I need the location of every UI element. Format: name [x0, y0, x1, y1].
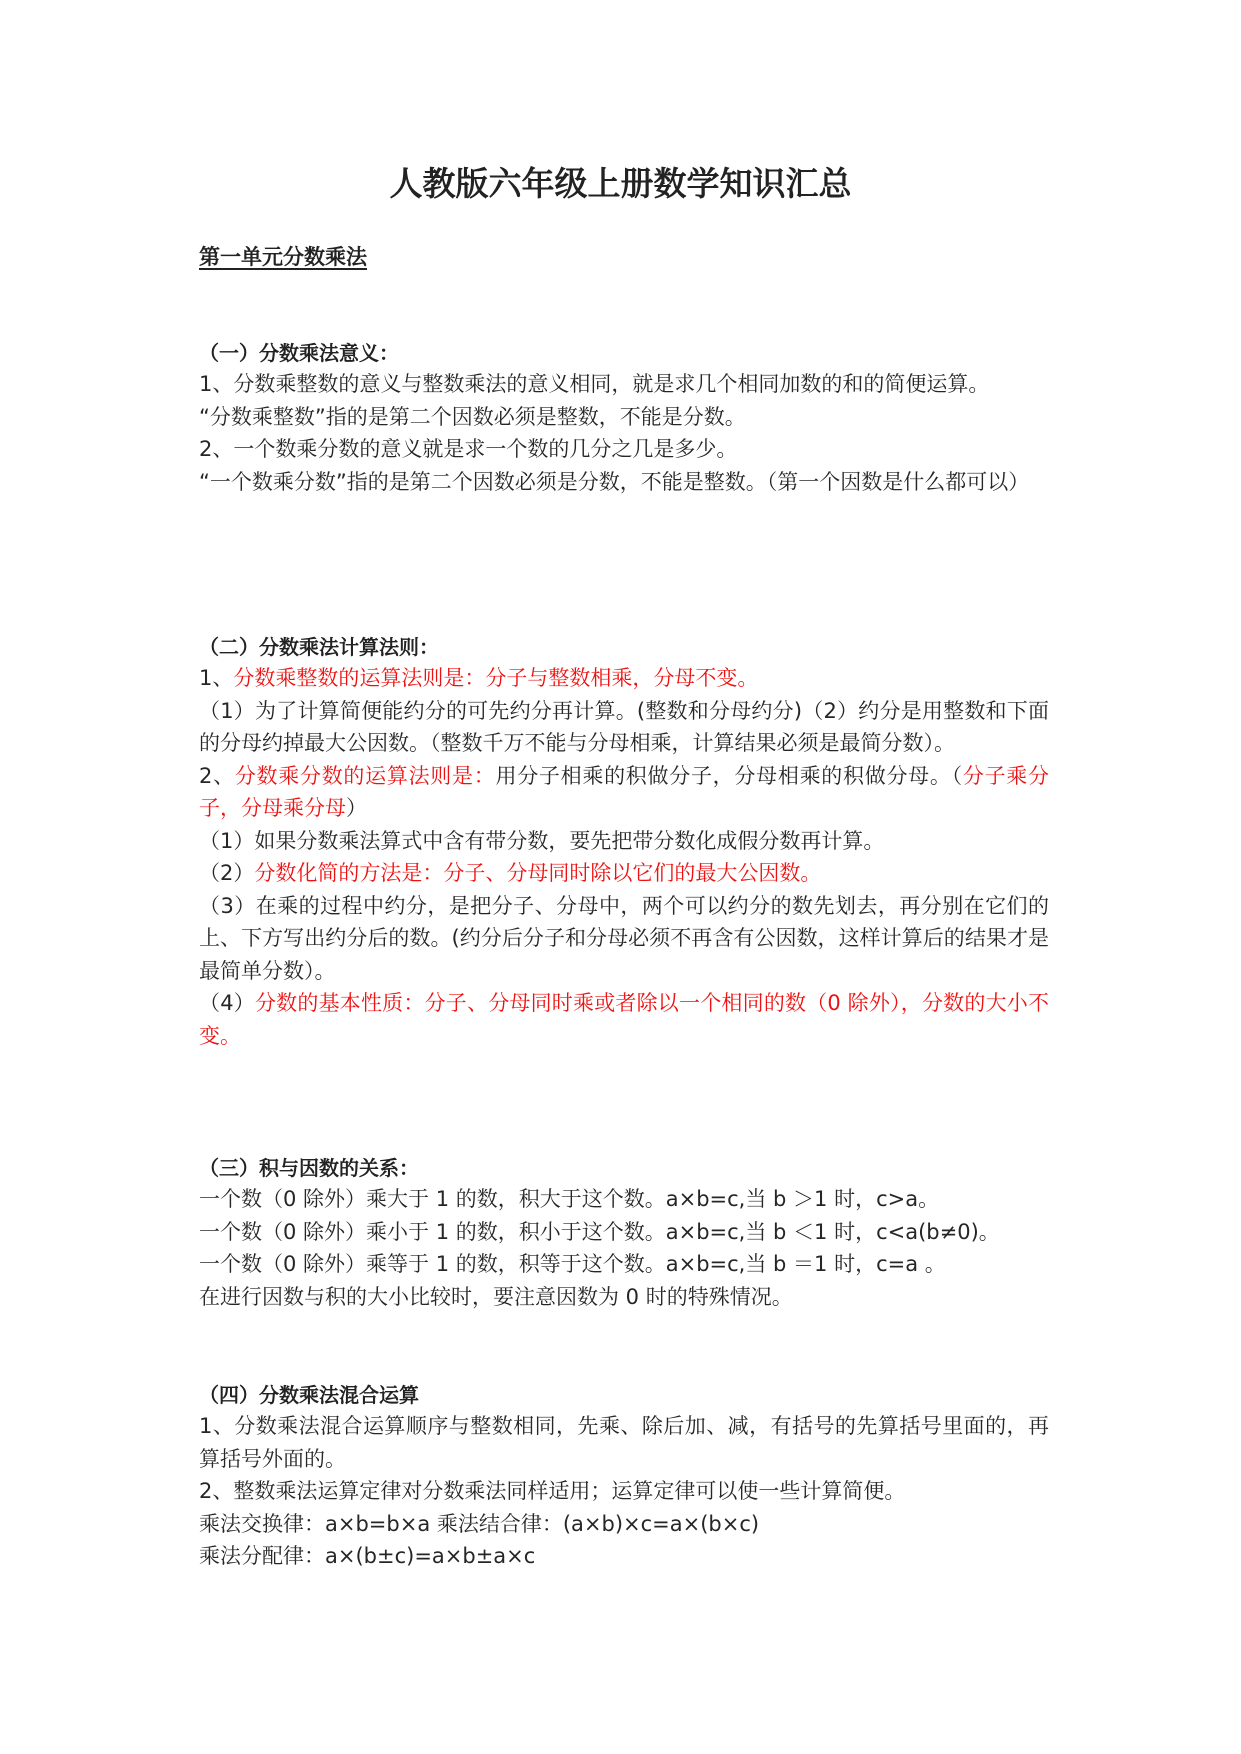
paragraph-number: （2）: [199, 861, 255, 885]
section-meaning: [199, 338, 1049, 498]
unit-heading: 第一单元分数乘法: [199, 245, 367, 269]
paragraph: “一个数乘分数”指的是第二个因数必须是分数，不能是整数。（第一个因数是什么都可以）: [199, 469, 1030, 494]
highlight-text: 分数化简的方法是：分子、分母同时除以它们的最大公因数。: [254, 861, 822, 885]
highlight-text: 分数的基本性质：分子、分母同时乘或者除以一个相同的数（0 除外），分数的大小不变。: [199, 991, 1049, 1048]
paragraph: （3）在乘的过程中约分，是把分子、分母中，两个可以约分的数先划去，再分别在它们的上、下方写出约分后的数。(约分后分子和分母必须不再含有公因数，这样计算后的结果才是最简单分数）。: [199, 893, 1049, 983]
paragraph-text: ）: [346, 796, 367, 820]
paragraph-number: 1、: [199, 666, 234, 690]
paragraph: [199, 662, 1049, 695]
section-mixed-operations: [199, 1380, 1049, 1573]
paragraph: 1、分数乘整数的意义与整数乘法的意义相同，就是求几个相同加数的和的简便运算。: [199, 372, 990, 396]
paragraph: 一个数（0 除外）乘大于 1 的数，积大于这个数。a×b=c,当 b ＞1 时，c>a。: [199, 1187, 940, 1211]
paragraph: 一个数（0 除外）乘小于 1 的数，积小于这个数。a×b=c,当 b ＜1 时，c<a(b≠0)。: [199, 1219, 1000, 1244]
highlight-text: 分数乘整数的运算法则是：分子与整数相乘，分母不变。: [233, 666, 759, 690]
section-heading: （一）分数乘法意义：: [199, 341, 399, 365]
paragraph: 2、整数乘法运算定律对分数乘法同样适用；运算定律可以使一些计算简便。: [199, 1479, 906, 1503]
section-heading: （二）分数乘法计算法则：: [199, 635, 439, 659]
paragraph: [199, 987, 1049, 1052]
section-heading: （三）积与因数的关系：: [199, 1156, 419, 1180]
page-title: 人教版六年级上册数学知识汇总: [389, 164, 852, 203]
paragraph: 2、一个数乘分数的意义就是求一个数的几分之几是多少。: [199, 437, 738, 461]
paragraph: （1）如果分数乘法算式中含有带分数，要先把带分数化成假分数再计算。: [199, 828, 885, 853]
section-rules: [199, 632, 1049, 1052]
highlight-text: 分数乘分数的运算法则是：: [234, 763, 496, 788]
paragraph: 乘法交换律：a×b=b×a 乘法结合律：(a×b)×c=a×(b×c): [199, 1511, 760, 1536]
section-heading: （四）分数乘法混合运算: [199, 1383, 419, 1407]
paragraph: “分数乘整数”指的是第二个因数必须是整数，不能是分数。: [199, 404, 746, 429]
paragraph: 乘法分配律：a×(b±c)=a×b±a×c: [199, 1544, 536, 1568]
paragraph-number: 2、: [199, 763, 235, 788]
paragraph-number: （4）: [199, 991, 255, 1015]
paragraph: [199, 760, 1049, 825]
paragraph: （1）为了计算简便能约分的可先约分再计算。(整数和分母约分)（2）约分是用整数和下面的分母约掉最大公因数。（整数千万不能与分母相乘，计算结果必须是最简分数）。: [199, 698, 1049, 755]
paragraph: 在进行因数与积的大小比较时，要注意因数为 0 时的特殊情况。: [199, 1284, 793, 1309]
paragraph: 一个数（0 除外）乘等于 1 的数，积等于这个数。a×b=c,当 b ＝1 时，c=a 。: [199, 1252, 946, 1276]
paragraph-text: 用分子相乘的积做分子，分母相乘的积做分母。（: [495, 763, 963, 788]
paragraph: [199, 857, 1049, 890]
section-product-factor: [199, 1153, 1049, 1313]
highlight-text: 分子乘分子，分母乘分母: [199, 763, 1050, 820]
paragraph: 1、分数乘法混合运算顺序与整数相同，先乘、除后加、减，有括号的先算括号里面的，再算括号外面的。: [199, 1414, 1049, 1471]
